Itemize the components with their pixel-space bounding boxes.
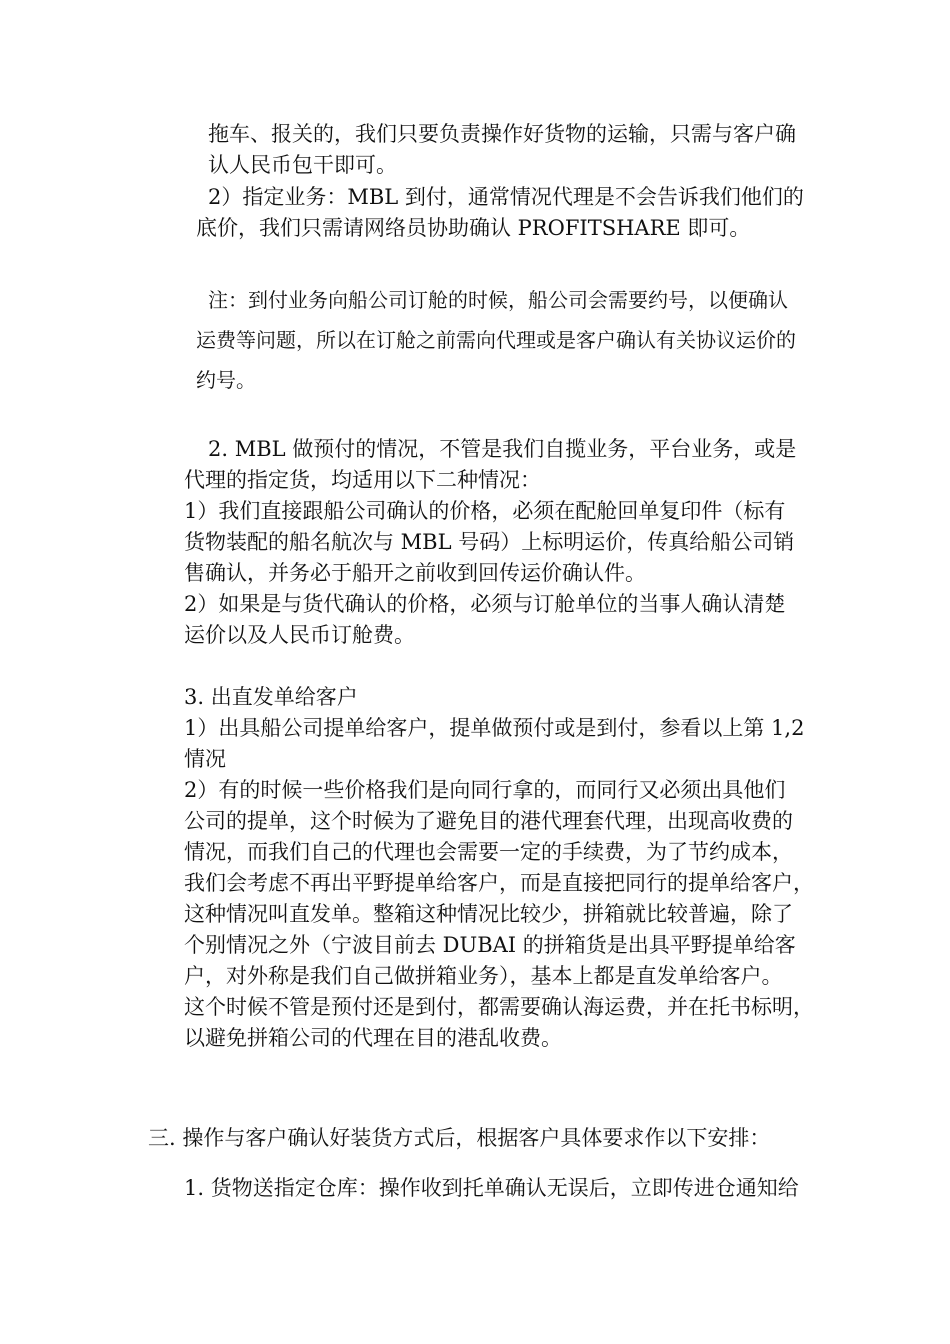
- paragraph-line: 2）有的时候一些价格我们是向同行拿的，而同行又必须出具他们: [184, 778, 786, 802]
- paragraph-line: 这种情况叫直发单。整箱这种情况比较少，拼箱就比较普遍，除了: [184, 902, 793, 926]
- paragraph-line: 以避免拼箱公司的代理在目的港乱收费。: [184, 1026, 562, 1050]
- note-line: 注：到付业务向船公司订舱的时候，船公司会需要约号，以便确认: [208, 288, 788, 312]
- paragraph-line: 情况，而我们自己的代理也会需要一定的手续费，为了节约成本，: [184, 840, 793, 864]
- paragraph-line: 代理的指定货，均适用以下二种情况：: [184, 468, 541, 492]
- section-heading: 2. MBL 做预付的情况，不管是我们自揽业务，平台业务，或是: [208, 437, 797, 461]
- note-line: 运费等问题，所以在订舱之前需向代理或是客户确认有关协议运价的: [196, 328, 796, 352]
- paragraph-line: 个别情况之外（宁波目前去 DUBAI 的拼箱货是出具平野提单给客: [184, 933, 796, 957]
- paragraph-line: 认人民币包干即可。: [208, 153, 397, 177]
- paragraph-line: 2）如果是与货代确认的价格，必须与订舱单位的当事人确认清楚: [184, 592, 786, 616]
- section-heading: 1. 货物送指定仓库：操作收到托单确认无误后，立即传进仓通知给: [184, 1176, 799, 1200]
- paragraph-line: 情况: [184, 747, 226, 771]
- note-line: 约号。: [196, 368, 256, 392]
- section-heading: 三. 操作与客户确认好装货方式后，根据客户具体要求作以下安排：: [148, 1126, 771, 1150]
- paragraph-line: 我们会考虑不再出平野提单给客户，而是直接把同行的提单给客户，: [184, 871, 814, 895]
- section-heading: 3. 出直发单给客户: [184, 685, 358, 709]
- paragraph-line: 户，对外称是我们自己做拼箱业务），基本上都是直发单给客户。: [184, 964, 783, 988]
- paragraph-line: 1）我们直接跟船公司确认的价格，必须在配舱回单复印件（标有: [184, 499, 786, 523]
- paragraph-line: 底价，我们只需请网络员协助确认 PROFITSHARE 即可。: [196, 216, 751, 240]
- paragraph-line: 货物装配的船名航次与 MBL 号码）上标明运价，传真给船公司销: [184, 530, 795, 554]
- paragraph-line: 2）指定业务：MBL 到付，通常情况代理是不会告诉我们他们的: [208, 185, 804, 209]
- paragraph-line: 售确认，并务必于船开之前收到回传运价确认件。: [184, 561, 646, 585]
- paragraph-line: 公司的提单，这个时候为了避免目的港代理套代理，出现高收费的: [184, 809, 793, 833]
- paragraph-line: 这个时候不管是预付还是到付，都需要确认海运费，并在托书标明，: [184, 995, 814, 1019]
- paragraph-line: 运价以及人民币订舱费。: [184, 623, 415, 647]
- paragraph-line: 1）出具船公司提单给客户，提单做预付或是到付，参看以上第 1,2: [184, 716, 805, 740]
- paragraph-line: 拖车、报关的，我们只要负责操作好货物的运输，只需与客户确: [208, 122, 796, 146]
